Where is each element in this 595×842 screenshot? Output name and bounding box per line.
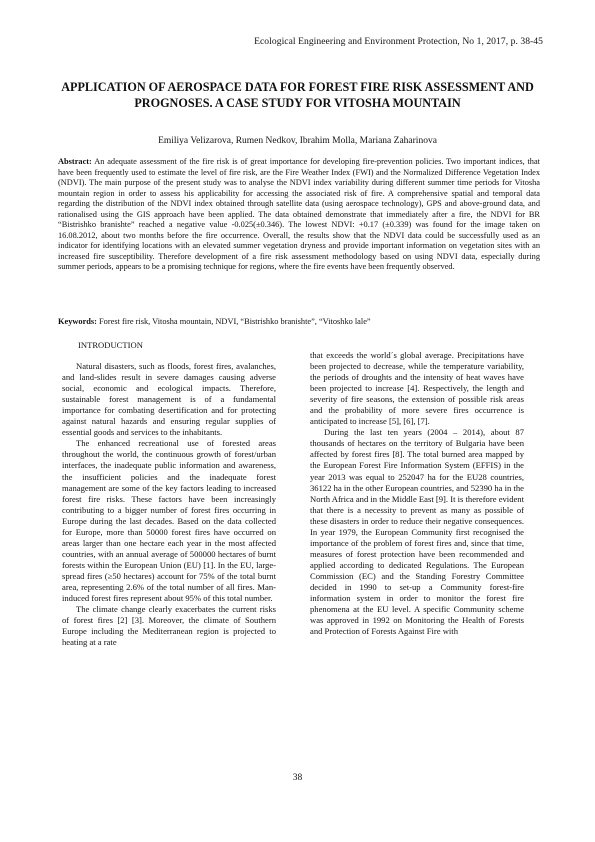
intro-paragraph-3: The climate change clearly exacerbates the current risks of forest fires [2] [3]. Moreover, the climate of Southern Europe including the Mediterranean region is projected to heating at a rate [62, 604, 276, 648]
author-list: Emiliya Velizarova, Rumen Nedkov, Ibrahim Molla, Mariana Zaharinova [158, 136, 437, 146]
abstract [58, 157, 540, 273]
left-column [62, 340, 276, 648]
section-heading-introduction: INTRODUCTION [78, 340, 143, 350]
abstract-label: Abstract: [58, 157, 92, 166]
abstract-text: An adequate assessment of the fire risk is of great importance for developing fire-prevention policies. Two important indices, that have been frequently used to estimate the level of fire risk, are the Fire Weather Index (FWI) and the Normalized Difference Vegetation Index (NDVI). The main purpose of the present study was to analyse the NDVI index variability during different summer time periods for Vitosha mountain region in order to assess his applicability for accessing the associated risk of fire. A comprehensive spatial and temporal data regarding the distribution of the NDVI index obtained through satellite data (using aerospace technology), GPS and above-ground data, and rationalised using the GIS approach have been applied. The data obtained demonstrate that immediately after a fire, the NDVI for BR “Bistrishko branishte” reached a negative value -0.025(±0.346). The lowest NDVI: +0.17 (±0.339) was found for the image taken on 16.08.2012, about two months before the fire occurrence. Overall, the results show that the NDVI data could be successfully used as an indicator for identifying locations with an elevated summer vegetation dryness and provide important information on vegetation sites with an increased fire susceptibility. Therefore development of a fire risk assessment methodology based on using NDVI data, especially during summer periods, appears to be a promising technique for regions, where the fire events have been frequently observed. [58, 157, 540, 272]
journal-header: Ecological Engineering and Environment Protection, No 1, 2017, p. 38-45 [254, 36, 543, 47]
intro-paragraph-3-continued: that exceeds the world´s global average. Precipitations have been projected to decrease, while the temperature variability, the periods of droughts and the intensity of heat waves have been projected to increase [4]. Respectively, the length and severity of fire seasons, the extension of possible risk areas and the probability of more severe fires occurrence is anticipated to increase [5], [6], [7]. [310, 350, 524, 427]
intro-paragraph-1: Natural disasters, such as floods, forest fires, avalanches, and land-slides result in severe damages causing adverse social, economic and ecological impacts. Therefore, sustainable forest management is of a fundamental importance for combating desertification and for protecting against natural hazards and ensuring regular supplies of essential goods and services to the inhabitants. [62, 361, 276, 438]
keywords-label: Keywords: [58, 317, 97, 326]
right-column [310, 350, 524, 637]
keywords-text: Forest fire risk, Vitosha mountain, NDVI, “Bistrishko branishte”, “Vitoshko lale” [96, 317, 371, 326]
paper-title: APPLICATION OF AEROSPACE DATA FOR FOREST FIRE RISK ASSESSMENT AND PROGNOSES. A CASE STUDY FOR VITOSHA MOUNTAIN [61, 80, 534, 110]
intro-paragraph-4: During the last ten years (2004 – 2014), about 87 thousands of hectares on the territory of Bulgaria have been affected by forest fires [8]. The total burned area mapped by the European Forest Fire Information System (EFFIS) in the year 2013 was equal to 252047 ha for the EU28 countries, 36122 ha in the other European countries, and 52390 ha in the North Africa and in the Middle East [9]. It is therefore evident that there is a necessity to prevent as many as possible of these disasters in order to reduce their negative consequences. In year 1979, the European Community first recognised the importance of the problem of forest fires and, since that time, measures of forest protection have been recommended and applied according to dedicated Regulations. The European Commission (EC) and the Standing Forestry Committee decided in 1990 to set-up a Community forest-fire information system in order to monitor the forest fire phenomena at the EU level. A specific Community scheme was approved in 1992 on Monitoring the Health of Forests and Protection of Forests Against Fire with [310, 427, 524, 637]
intro-paragraph-2: The enhanced recreational use of forested areas throughout the world, the continuous growth of forest/urban interfaces, the inadequate public information and awareness, the insufficient policies and the inadequate forest management are some of the key factors leading to increased forest fire risks. These factors have been increasingly contributing to a bigger number of forest fires occurring in Europe during the last decades. Based on the data collected for Europe, more than 50000 forest fires have occurred on areas larger than one hectare each year in the most affected countries, with an annual average of 500000 hectares of burnt forests within the European Union (EU) [1]. In the EU, large-spread fires (≥50 hectares) account for 75% of the total burnt area, representing 2.6% of the total number of all fires. Man-induced forest fires represent about 95% of this total number. [62, 438, 276, 604]
page-number: 38 [292, 773, 303, 783]
keywords [58, 317, 540, 328]
